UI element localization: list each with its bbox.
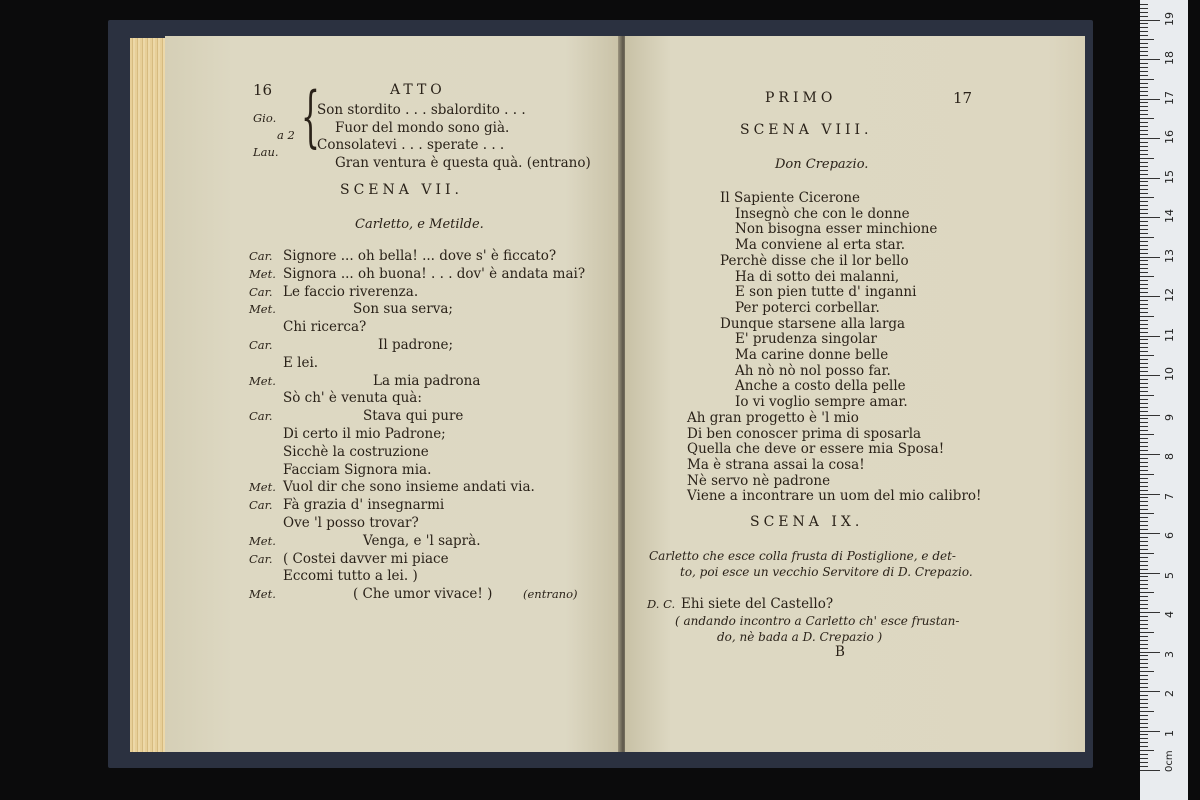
ruler-tick (1140, 648, 1148, 649)
ruler-tick (1140, 482, 1148, 483)
ruler-tick (1140, 233, 1148, 234)
scene-title: SCENA VIII. (740, 122, 873, 138)
ruler-tick (1140, 529, 1148, 530)
speaker-label: Met. (249, 302, 276, 317)
ruler-tick (1140, 142, 1148, 143)
ruler-tick (1140, 126, 1148, 127)
ruler-number: 1 (1163, 729, 1176, 737)
ruler-tick (1140, 600, 1148, 601)
ruler-number: 3 (1163, 650, 1176, 658)
ruler-tick (1140, 675, 1148, 676)
ruler-tick (1140, 584, 1148, 585)
ruler-number: 14 (1163, 209, 1176, 223)
page-header-left: ATTO (390, 82, 446, 98)
ruler-tick (1140, 249, 1148, 250)
stage-direction: Carletto che esce colla frusta di Postiglione, e det- (649, 549, 956, 563)
ruler-tick (1140, 193, 1148, 194)
ruler-tick (1140, 272, 1148, 273)
ruler-tick (1140, 486, 1148, 487)
ruler-tick (1140, 758, 1148, 759)
ruler-tick (1140, 375, 1160, 376)
ruler-number: 13 (1163, 248, 1176, 263)
duet-brace: { (301, 78, 320, 155)
ruler-tick (1140, 71, 1148, 72)
ruler-tick (1140, 95, 1148, 96)
ruler-tick (1140, 225, 1148, 226)
ruler-tick (1140, 138, 1160, 139)
ruler-tick (1140, 339, 1148, 340)
measurement-ruler (1140, 0, 1188, 800)
aria-line: Insegnò che con le donne (735, 205, 910, 222)
ruler-tick (1140, 20, 1160, 21)
aria-line: Ma carine donne belle (735, 347, 889, 363)
ruler-tick (1140, 4, 1148, 5)
ruler-tick (1140, 181, 1148, 182)
speaker-label: Met. (249, 480, 276, 495)
aria-line: Non bisogna esser minchione (735, 221, 938, 238)
ruler-tick (1140, 683, 1148, 684)
ruler-tick (1140, 663, 1148, 664)
ruler-tick (1140, 553, 1154, 554)
ruler-tick (1140, 517, 1148, 518)
ruler-number: 19 (1163, 11, 1176, 26)
aria-line: Viene a incontrare un uom del mio calibro! (687, 488, 982, 505)
ruler-tick (1140, 217, 1160, 218)
ruler-tick (1140, 497, 1148, 498)
dialogue-line: Sicchè la costruzione (283, 443, 429, 460)
ruler-unit: 0cm (1164, 750, 1175, 772)
signature-mark: B (835, 644, 845, 660)
ruler-tick (1140, 399, 1148, 400)
ruler-tick (1140, 241, 1148, 242)
ruler-tick (1140, 490, 1148, 491)
speaker-label: Car. (249, 498, 273, 513)
ruler-tick (1140, 201, 1148, 202)
stage-direction: to, poi esce un vecchio Servitore di D. Crepazio. (680, 565, 973, 579)
ruler-tick (1140, 545, 1148, 546)
aria-line: Dunque starsene alla larga (720, 315, 906, 332)
dialogue-line: Di certo il mio Padrone; (283, 426, 446, 442)
ruler-tick (1140, 264, 1148, 265)
ruler-tick (1140, 573, 1160, 574)
ruler-tick (1140, 403, 1148, 404)
ruler-tick (1140, 83, 1148, 84)
dialogue-line: (entrano) (523, 587, 578, 602)
ruler-tick (1140, 561, 1148, 562)
ruler-tick (1140, 296, 1160, 297)
ruler-tick (1140, 154, 1148, 155)
ruler-tick (1140, 300, 1148, 301)
ruler-tick (1140, 328, 1148, 329)
ruler-tick (1140, 652, 1160, 653)
ruler-tick (1140, 87, 1148, 88)
ruler-tick (1140, 422, 1148, 423)
ruler-tick (1140, 592, 1154, 593)
ruler-tick (1140, 55, 1148, 56)
ruler-tick (1140, 253, 1148, 254)
ruler-number: 16 (1163, 130, 1176, 144)
ruler-tick (1140, 110, 1148, 111)
aria-line: Ma è strana assai la cosa! (687, 456, 865, 473)
ruler-tick (1140, 118, 1154, 119)
ruler-number: 6 (1163, 532, 1176, 539)
ruler-tick (1140, 742, 1148, 743)
ruler-tick (1140, 415, 1160, 416)
ruler-tick (1140, 754, 1148, 755)
ruler-tick (1140, 189, 1148, 190)
ruler-tick (1140, 205, 1148, 206)
duet-line: Son stordito . . . sbalordito . . . (317, 102, 526, 118)
ruler-tick (1140, 114, 1148, 115)
ruler-number: 15 (1163, 169, 1176, 184)
ruler-tick (1140, 134, 1148, 135)
speaker-label: Car. (249, 249, 273, 263)
speaker-gio: Gio. (253, 111, 277, 125)
ruler-tick (1140, 715, 1148, 716)
ruler-tick (1140, 63, 1148, 64)
aria-line: Ah nò nò nol posso far. (735, 362, 891, 379)
ruler-tick (1140, 27, 1148, 28)
ruler-tick (1140, 723, 1148, 724)
ruler-tick (1140, 170, 1148, 171)
ruler-tick (1140, 260, 1148, 261)
ruler-tick (1140, 474, 1154, 475)
aria-line: Ha di sotto dei malanni, (735, 268, 900, 285)
ruler-tick (1140, 731, 1160, 732)
page-number-left: 16 (253, 81, 273, 99)
ruler-tick (1140, 454, 1160, 455)
page-number-right: 17 (953, 89, 973, 107)
ruler-tick (1140, 501, 1148, 502)
ruler-tick (1140, 616, 1148, 617)
ruler-tick (1140, 292, 1148, 293)
aria-line: Ah gran progetto è 'l mio (687, 409, 859, 426)
ruler-tick (1140, 213, 1148, 214)
ruler-tick (1140, 667, 1148, 668)
ruler-tick (1140, 525, 1148, 526)
ruler-tick (1140, 166, 1148, 167)
speaker-label: Car. (249, 551, 273, 566)
ruler-tick (1140, 750, 1154, 751)
ruler-tick (1140, 324, 1148, 325)
ruler-number: 4 (1163, 611, 1176, 618)
dialogue-line: Le faccio riverenza. (283, 283, 419, 300)
ruler-tick (1140, 23, 1148, 24)
ruler-tick (1140, 221, 1148, 222)
ruler-tick (1140, 533, 1160, 534)
ruler-tick (1140, 75, 1148, 76)
ruler-tick (1140, 738, 1148, 739)
ruler-tick (1140, 537, 1148, 538)
ruler-tick (1140, 430, 1148, 431)
ruler-tick (1140, 557, 1148, 558)
ruler-tick (1140, 391, 1148, 392)
aria-line: Ma conviene al erta star. (735, 237, 905, 254)
ruler-number: 7 (1163, 492, 1176, 500)
ruler-tick (1140, 284, 1148, 285)
dialogue-line: Signora ... oh buona! . . . dov' è andata mai? (283, 265, 586, 282)
ruler-tick (1140, 8, 1148, 9)
ruler-tick (1140, 130, 1148, 131)
speaker-label: Car. (249, 409, 273, 424)
duet-marker: a 2 (277, 128, 295, 142)
ruler-tick (1140, 442, 1148, 443)
dialogue-line: E lei. (283, 354, 319, 371)
ruler-tick (1140, 509, 1148, 510)
ruler-tick (1140, 347, 1148, 348)
ruler-tick (1140, 146, 1148, 147)
dialogue-line: La mia padrona (373, 372, 481, 389)
ruler-tick (1140, 185, 1148, 186)
ruler-number: 18 (1163, 51, 1176, 65)
ruler-tick (1140, 387, 1148, 388)
ruler-tick (1140, 580, 1148, 581)
dialogue-line: Eccomi tutto a lei. ) (283, 568, 418, 585)
ruler-tick (1140, 51, 1148, 52)
ruler-number: 11 (1163, 327, 1176, 342)
ruler-tick (1140, 351, 1148, 352)
ruler-tick (1140, 655, 1148, 656)
speaker-label: Car. (249, 284, 273, 299)
page-header-right: PRIMO (765, 90, 837, 106)
ruler-tick (1140, 632, 1154, 633)
ruler-tick (1140, 229, 1148, 230)
ruler-tick (1140, 746, 1148, 747)
ruler-tick (1140, 565, 1148, 566)
ruler-tick (1140, 644, 1148, 645)
dialogue-line: Sò ch' è venuta quà: (283, 390, 422, 407)
duet-line: Fuor del mondo sono già. (335, 120, 510, 136)
speaker-label: Car. (249, 338, 273, 352)
ruler-tick (1140, 355, 1154, 356)
dialogue-line: Il padrone; (378, 337, 454, 353)
ruler-tick (1140, 237, 1154, 238)
ruler-number: 9 (1163, 413, 1176, 421)
ruler-tick (1140, 158, 1154, 159)
aria-line: Quella che deve or essere mia Sposa! (687, 441, 945, 458)
ruler-tick (1140, 426, 1148, 427)
ruler-tick (1140, 766, 1148, 767)
ruler-tick (1140, 383, 1148, 384)
aria-line: Per poterci corbellar. (735, 299, 880, 316)
left-page (165, 36, 620, 752)
speaker-label: Met. (249, 373, 276, 388)
ruler-tick (1140, 624, 1148, 625)
speaker-label: Met. (249, 533, 276, 548)
speaker-label: Met. (249, 587, 276, 602)
ruler-tick (1140, 245, 1148, 246)
ruler-number: 10 (1163, 367, 1176, 381)
ruler-tick (1140, 316, 1154, 317)
ruler-tick (1140, 122, 1148, 123)
ruler-tick (1140, 367, 1148, 368)
aria-line: Io vi voglio sempre amar. (735, 394, 908, 411)
aria-line: Nè servo nè padrone (687, 472, 831, 489)
ruler-tick (1140, 719, 1148, 720)
ruler-tick (1140, 636, 1148, 637)
ruler-tick (1140, 174, 1148, 175)
ruler-tick (1140, 659, 1148, 660)
ruler-tick (1140, 379, 1148, 380)
ruler-tick (1140, 604, 1148, 605)
ruler-tick (1140, 359, 1148, 360)
dialogue-line: Chi ricerca? (283, 319, 367, 336)
ruler-number: 8 (1163, 453, 1176, 460)
ruler-tick (1140, 505, 1148, 506)
ruler-tick (1140, 640, 1148, 641)
scene-title: SCENA IX. (750, 514, 864, 530)
ruler-number: 12 (1163, 288, 1176, 302)
ruler-tick (1140, 288, 1148, 289)
ruler-tick (1140, 703, 1148, 704)
ruler-tick (1140, 470, 1148, 471)
dialogue-line: ( Che umor vivace! ) (353, 586, 493, 603)
ruler-tick (1140, 438, 1148, 439)
speaker-lau: Lau. (253, 145, 279, 159)
ruler-tick (1140, 332, 1148, 333)
ruler-tick (1140, 407, 1148, 408)
aria-line: E' prudenza singolar (735, 331, 877, 348)
dialogue-line: Venga, e 'l saprà. (363, 532, 481, 549)
ruler-tick (1140, 418, 1148, 419)
ruler-tick (1140, 39, 1154, 40)
ruler-tick (1140, 734, 1148, 735)
aria-line: Anche a costo della pelle (735, 378, 906, 395)
duet-line: Consolatevi . . . sperate . . . (317, 137, 505, 153)
aria-line: Di ben conoscer prima di sposarla (687, 425, 922, 442)
ruler-tick (1140, 687, 1148, 688)
aria-line: Perchè disse che il lor bello (720, 252, 909, 269)
ruler-tick (1140, 79, 1154, 80)
ruler-tick (1140, 276, 1154, 277)
ruler-tick (1140, 257, 1160, 258)
ruler-tick (1140, 762, 1148, 763)
ruler-tick (1140, 596, 1148, 597)
ruler-tick (1140, 620, 1148, 621)
ruler-tick (1140, 31, 1148, 32)
ruler-tick (1140, 12, 1148, 13)
dialogue-line: Facciam Signora mia. (283, 461, 432, 478)
ruler-tick (1140, 707, 1148, 708)
ruler-tick (1140, 770, 1160, 771)
ruler-tick (1140, 462, 1148, 463)
ruler-tick (1140, 691, 1160, 692)
ruler-tick (1140, 549, 1148, 550)
ruler-tick (1140, 308, 1148, 309)
ruler-tick (1140, 699, 1148, 700)
ruler-tick (1140, 450, 1148, 451)
ruler-tick (1140, 711, 1154, 712)
dialogue-line: Ove 'l posso trovar? (283, 515, 419, 531)
ruler-tick (1140, 99, 1160, 100)
ruler-tick (1140, 43, 1148, 44)
ruler-tick (1140, 209, 1148, 210)
ruler-tick (1140, 679, 1148, 680)
ruler-tick (1140, 363, 1148, 364)
ruler-number: 5 (1163, 571, 1176, 579)
ruler-tick (1140, 106, 1148, 107)
ruler-number: 17 (1163, 90, 1176, 105)
dialogue-line: Son sua serva; (353, 301, 453, 318)
ruler-tick (1140, 320, 1148, 321)
ruler-tick (1140, 67, 1148, 68)
scene-cast: Don Crepazio. (775, 157, 869, 172)
ruler-tick (1140, 102, 1148, 103)
ruler-tick (1140, 446, 1148, 447)
dialogue-line: Fà grazia d' insegnarmi (283, 497, 445, 514)
ruler-number: 2 (1163, 690, 1176, 697)
ruler-tick (1140, 494, 1160, 495)
ruler-tick (1140, 178, 1160, 179)
ruler-tick (1140, 628, 1148, 629)
ruler-tick (1140, 371, 1148, 372)
ruler-tick (1140, 569, 1148, 570)
ruler-tick (1140, 608, 1148, 609)
ruler-tick (1140, 695, 1148, 696)
ruler-tick (1140, 312, 1148, 313)
ruler-tick (1140, 395, 1154, 396)
ruler-tick (1140, 612, 1160, 613)
ruler-tick (1140, 576, 1148, 577)
dialogue-line: Signore ... oh bella! ... dove s' è ficcato? (283, 248, 557, 264)
ruler-tick (1140, 343, 1148, 344)
ruler-tick (1140, 458, 1148, 459)
ruler-tick (1140, 541, 1148, 542)
ruler-tick (1140, 521, 1148, 522)
scene-cast: Carletto, e Metilde. (355, 217, 484, 232)
ruler-tick (1140, 434, 1154, 435)
speaker-label: Met. (249, 266, 276, 281)
ruler-tick (1140, 47, 1148, 48)
ruler-tick (1140, 671, 1154, 672)
ruler-tick (1140, 411, 1148, 412)
ruler-tick (1140, 268, 1148, 269)
ruler-tick (1140, 466, 1148, 467)
ruler-tick (1140, 59, 1160, 60)
ruler-tick (1140, 304, 1148, 305)
stage-direction: ( andando incontro a Carletto ch' esce frustan- (675, 614, 960, 628)
stage-direction: do, nè bada a D. Crepazio ) (717, 630, 883, 644)
aria-line: E son pien tutte d' inganni (735, 284, 917, 301)
ruler-tick (1140, 727, 1148, 728)
scene-title: SCENA VII. (340, 182, 463, 198)
ruler-tick (1140, 16, 1148, 17)
ruler-tick (1140, 513, 1154, 514)
speaker-dc: D. C. (647, 597, 676, 611)
ruler-tick (1140, 150, 1148, 151)
right-page (625, 36, 1085, 752)
aria-line: Il Sapiente Cicerone (720, 190, 861, 206)
ruler-tick (1140, 336, 1160, 337)
duet-line: Gran ventura è questa quà. (entrano) (335, 155, 591, 171)
dialogue-line: ( Costei davver mi piace (283, 550, 449, 567)
ruler-tick (1140, 478, 1148, 479)
dialogue-line: Stava qui pure (363, 408, 464, 425)
ruler-tick (1140, 91, 1148, 92)
dialogue-line: Vuol dir che sono insieme andati via. (283, 479, 535, 496)
ruler-tick (1140, 162, 1148, 163)
ruler-tick (1140, 588, 1148, 589)
ruler-tick (1140, 197, 1154, 198)
ruler-tick (1140, 35, 1148, 36)
ruler-tick (1140, 280, 1148, 281)
final-line: Ehi siete del Castello? (681, 596, 834, 612)
